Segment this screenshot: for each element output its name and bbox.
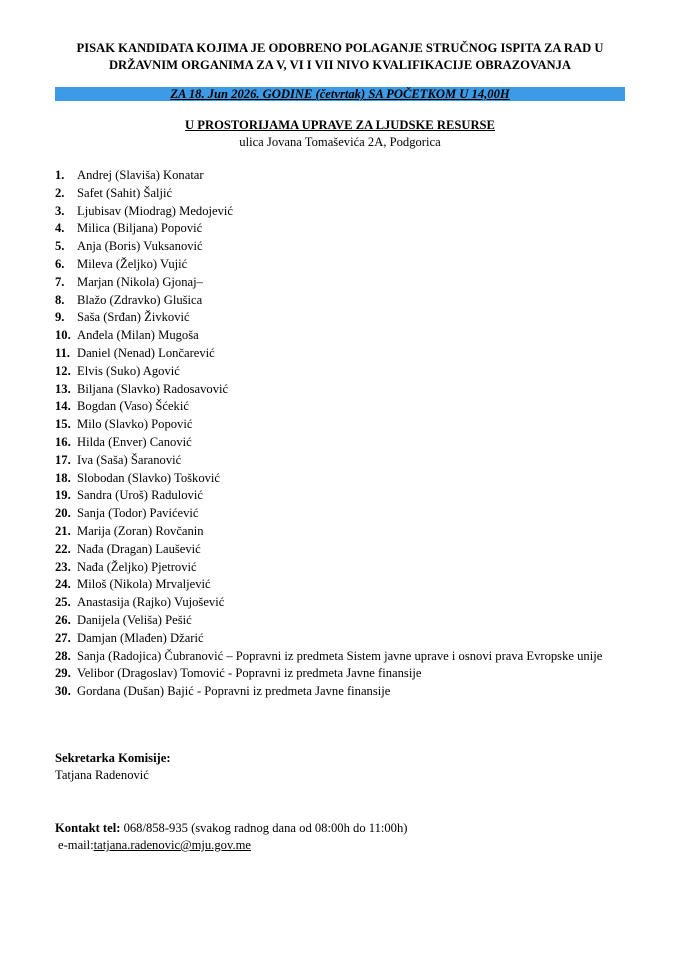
list-item-number: 30.	[55, 684, 71, 699]
list-item-number: 20.	[55, 506, 71, 521]
list-item	[55, 220, 625, 238]
list-item-number: 6.	[55, 256, 65, 271]
list-item	[55, 398, 625, 416]
list-item	[55, 434, 625, 452]
list-item-number: 12.	[55, 363, 71, 378]
list-item-name: Daniel (Nenad) Lončarević	[77, 345, 215, 360]
list-item	[55, 416, 625, 434]
list-item-number: 1.	[55, 168, 65, 182]
list-item	[55, 309, 625, 327]
list-item-name: Saša (Srđan) Živković	[77, 310, 190, 325]
list-item-number: 10.	[55, 328, 71, 343]
list-item-name: Nađa (Dragan) Laušević	[77, 541, 201, 556]
list-item-name: Milo (Slavko) Popović	[77, 417, 193, 432]
list-item-name: Iva (Saša) Šaranović	[77, 452, 182, 467]
email-link[interactable]: tatjana.radenovic@mju.gov.me	[93, 838, 251, 852]
list-item	[55, 292, 625, 310]
list-item-name: Danijela (Veliša) Pešić	[77, 612, 192, 627]
list-item-name: Sanja (Todor) Pavićević	[77, 506, 199, 521]
title-line-2: DRŽAVNIM ORGANIMA ZA V, VI I VII NIVO KVALIFIKACIJE OBRAZOVANJA	[108, 58, 572, 72]
list-item	[55, 505, 625, 523]
list-item-name: Blažo (Zdravko) Glušica	[77, 292, 203, 307]
list-item-number: 27.	[55, 630, 71, 645]
list-item-number: 19.	[55, 488, 71, 503]
candidate-list	[55, 167, 625, 701]
list-item	[55, 256, 625, 274]
signature-block	[55, 750, 171, 784]
list-item-name: Andrej (Slaviša) Konatar	[77, 168, 204, 182]
list-item-name: Damjan (Mlađen) Džarić	[77, 630, 204, 645]
list-item-number: 4.	[55, 221, 65, 236]
list-item-number: 14.	[55, 399, 71, 414]
list-item	[55, 452, 625, 470]
list-item	[55, 203, 625, 221]
list-item-number: 21.	[55, 523, 71, 538]
document-title	[40, 40, 640, 74]
list-item	[55, 345, 625, 363]
list-item-name: Miloš (Nikola) Mrvaljević	[77, 577, 211, 592]
list-item-name: Slobodan (Slavko) Tošković	[77, 470, 221, 485]
contact-phone: 068/858-935 (svakog radnog dana od 08:00h do 11:00h)	[120, 821, 408, 835]
list-item-name: Marija (Zoran) Rovčanin	[77, 523, 204, 538]
list-item	[55, 541, 625, 559]
list-item	[55, 683, 625, 701]
list-item-name: Anastasija (Rajko) Vujošević	[77, 595, 225, 610]
list-item-number: 2.	[55, 185, 65, 200]
list-item-name: Nađa (Željko) Pjetrović	[77, 559, 197, 574]
list-item	[55, 274, 625, 292]
list-item-name: Sanja (Radojica) Čubranović – Popravni iz predmeta Sistem javne uprave i osnovi prava Evropske unije	[77, 648, 603, 663]
list-item	[55, 363, 625, 381]
list-item-number: 26.	[55, 612, 71, 627]
list-item-number: 15.	[55, 417, 71, 432]
list-item-number: 3.	[55, 203, 65, 218]
list-item-number: 7.	[55, 274, 65, 289]
list-item-name: Sandra (Uroš) Radulović	[77, 488, 203, 503]
list-item-name: Mileva (Željko) Vujić	[77, 256, 188, 271]
list-item-number: 8.	[55, 292, 65, 307]
list-item-name: Velibor (Dragoslav) Tomović - Popravni iz predmeta Javne finansije	[77, 666, 422, 681]
list-item-name: Milica (Biljana) Popović	[77, 221, 203, 236]
list-item-name: Gordana (Dušan) Bajić - Popravni iz predmeta Javne finansije	[77, 684, 391, 699]
list-item-name: Ljubisav (Miodrag) Medojević	[77, 203, 233, 218]
list-item	[55, 665, 625, 683]
list-item-number: 9.	[55, 310, 65, 325]
list-item-number: 23.	[55, 559, 71, 574]
list-item-number: 29.	[55, 666, 71, 681]
list-item-number: 13.	[55, 381, 71, 396]
list-item-name: Elvis (Suko) Agović	[77, 363, 180, 378]
list-item	[55, 630, 625, 648]
email-label: e-mail:	[58, 838, 94, 852]
list-item-number: 22.	[55, 541, 71, 556]
signature-name: Tatjana Radenović	[55, 768, 149, 782]
signature-label: Sekretarka Komisije:	[55, 751, 171, 765]
list-item	[55, 470, 625, 488]
list-item-number: 18.	[55, 470, 71, 485]
list-item	[55, 167, 625, 185]
contact-phone-line	[55, 820, 407, 837]
list-item	[55, 594, 625, 612]
list-item	[55, 523, 625, 541]
list-item-number: 17.	[55, 452, 71, 467]
list-item-name: Safet (Sahit) Šaljić	[77, 185, 173, 200]
list-item-name: Anja (Boris) Vuksanović	[77, 239, 203, 254]
list-item	[55, 327, 625, 345]
contact-block	[55, 820, 407, 854]
contact-label: Kontakt tel:	[55, 821, 121, 835]
exam-date: ZA 18. Jun 2026. GODINE (četvrtak) SA POČETKOM U 14,00H	[170, 87, 510, 101]
list-item-number: 5.	[55, 239, 65, 254]
list-item-name: Biljana (Slavko) Radosavović	[77, 381, 229, 396]
list-item-number: 16.	[55, 434, 71, 449]
list-item-name: Marjan (Nikola) Gjonaj–	[77, 274, 203, 289]
list-item	[55, 576, 625, 594]
list-item-name: Hilda (Enver) Canović	[77, 434, 192, 449]
list-item	[55, 612, 625, 630]
title-line-1: PISAK KANDIDATA KOJIMA JE ODOBRENO POLAGANJE STRUČNOG ISPITA ZA RAD U	[76, 41, 604, 55]
list-item	[55, 487, 625, 505]
list-item	[55, 648, 625, 666]
list-item	[55, 185, 625, 203]
list-item	[55, 381, 625, 399]
list-item-number: 25.	[55, 595, 71, 610]
list-item-number: 28.	[55, 648, 71, 663]
venue-heading: U PROSTORIJAMA UPRAVE ZA LJUDSKE RESURSE	[185, 118, 495, 132]
list-item-name: Anđela (Milan) Mugoša	[77, 328, 199, 343]
list-item-number: 24.	[55, 577, 71, 592]
list-item	[55, 559, 625, 577]
list-item-number: 11.	[55, 345, 71, 360]
venue-address: ulica Jovana Tomaševića 2A, Podgorica	[239, 135, 441, 149]
list-item-name: Bogdan (Vaso) Šćekić	[77, 399, 189, 414]
contact-email-line	[55, 837, 407, 854]
list-item	[55, 238, 625, 256]
